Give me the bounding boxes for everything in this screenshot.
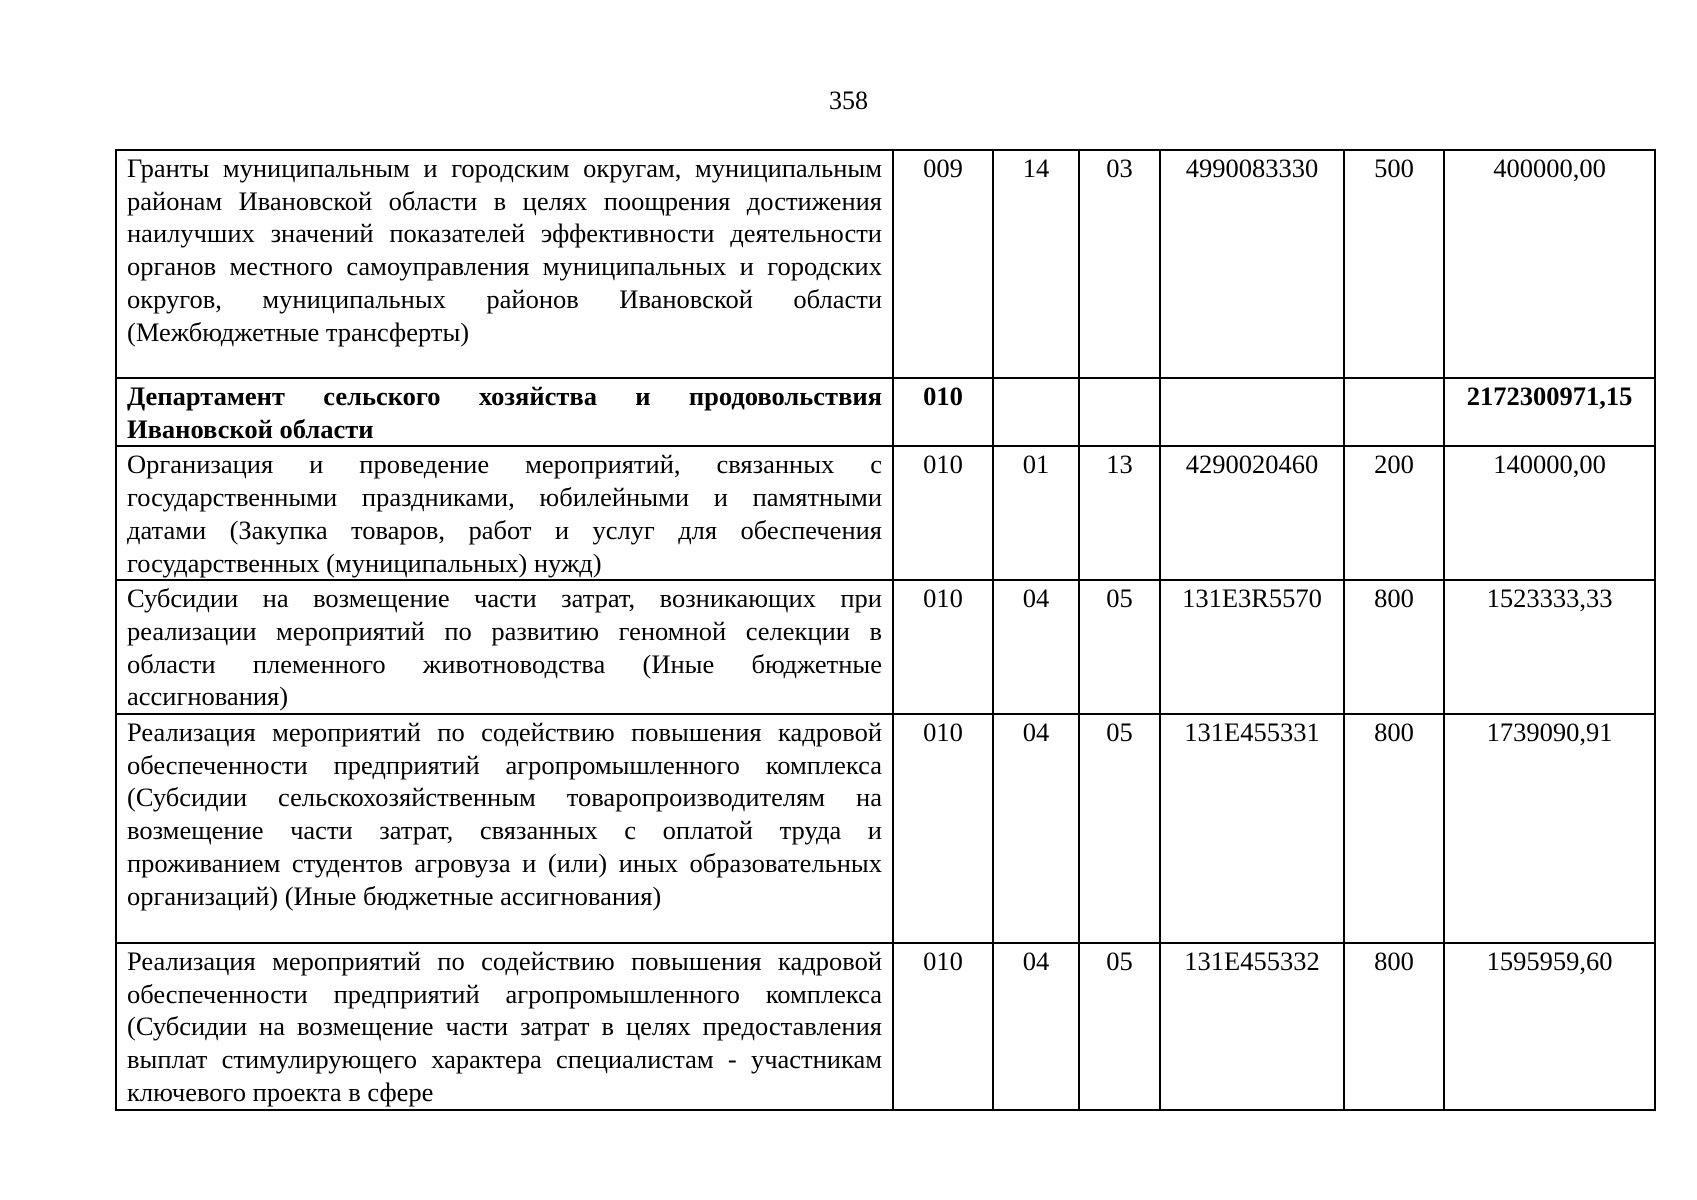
- subsection-code-cell: 05: [1079, 580, 1160, 714]
- ministry-code-cell: 010: [893, 378, 993, 446]
- amount-cell: 140000,00: [1444, 446, 1655, 580]
- subsection-code-cell: 05: [1079, 943, 1160, 1110]
- table-row: [116, 150, 1655, 378]
- target-article-cell: 4990083330: [1160, 150, 1344, 378]
- target-article-cell: 4290020460: [1160, 446, 1344, 580]
- table-row: [116, 943, 1655, 1110]
- table-row: [116, 446, 1655, 580]
- table-row-department: [116, 378, 1655, 446]
- description-cell: Департамент сельского хозяйства и продовольствия Ивановской области: [116, 378, 893, 446]
- amount-cell: 1739090,91: [1444, 714, 1655, 943]
- section-code-cell: 01: [993, 446, 1079, 580]
- expense-type-cell: 800: [1344, 580, 1444, 714]
- subsection-code-cell: 03: [1079, 150, 1160, 378]
- amount-cell: 400000,00: [1444, 150, 1655, 378]
- ministry-code-cell: 010: [893, 714, 993, 943]
- section-code-cell: 04: [993, 714, 1079, 943]
- subsection-code-cell: [1079, 378, 1160, 446]
- expense-type-cell: 800: [1344, 943, 1444, 1110]
- ministry-code-cell: 010: [893, 446, 993, 580]
- section-code-cell: 04: [993, 943, 1079, 1110]
- target-article-cell: 131E455331: [1160, 714, 1344, 943]
- section-code-cell: 14: [993, 150, 1079, 378]
- target-article-cell: 131E455332: [1160, 943, 1344, 1110]
- description-cell: Реализация мероприятий по содействию повышения кадровой обеспеченности предприятий агропромышленного комплекса (Субсидии на возмещение части затрат в целях предоставления выплат стимулирующего характера специалистам - участникам ключевого проекта в сфере: [116, 943, 893, 1110]
- subsection-code-cell: 13: [1079, 446, 1160, 580]
- ministry-code-cell: 010: [893, 580, 993, 714]
- table-row: [116, 714, 1655, 943]
- ministry-code-cell: 010: [893, 943, 993, 1110]
- description-cell: Гранты муниципальным и городским округам, муниципальным районам Ивановской области в целях поощрения достижения наилучших значений показателей эффективности деятельности органов местного самоуправления муниципальных и городских округов, муниципальных районов Ивановской области (Межбюджетные трансферты): [116, 150, 893, 378]
- section-code-cell: [993, 378, 1079, 446]
- amount-cell: 1595959,60: [1444, 943, 1655, 1110]
- table-body: [116, 150, 1655, 1110]
- section-code-cell: 04: [993, 580, 1079, 714]
- expense-type-cell: 800: [1344, 714, 1444, 943]
- expense-type-cell: 500: [1344, 150, 1444, 378]
- table-row: [116, 580, 1655, 714]
- page-number: 358: [829, 86, 868, 115]
- expense-type-cell: 200: [1344, 446, 1444, 580]
- subsection-code-cell: 05: [1079, 714, 1160, 943]
- ministry-code-cell: 009: [893, 150, 993, 378]
- expense-type-cell: [1344, 378, 1444, 446]
- description-cell: Реализация мероприятий по содействию повышения кадровой обеспеченности предприятий агропромышленного комплекса (Субсидии сельскохозяйственным товаропроизводителям на возмещение части затрат, связанных с оплатой труда и проживанием студентов агровуза и (или) иных образовательных организаций) (Иные бюджетные ассигнования): [116, 714, 893, 943]
- budget-table: [115, 149, 1656, 1111]
- target-article-cell: 131E3R5570: [1160, 580, 1344, 714]
- amount-cell: 2172300971,15: [1444, 378, 1655, 446]
- description-cell: Субсидии на возмещение части затрат, возникающих при реализации мероприятий по развитию геномной селекции в области племенного животноводства (Иные бюджетные ассигнования): [116, 580, 893, 714]
- target-article-cell: [1160, 378, 1344, 446]
- description-cell: Организация и проведение мероприятий, связанных с государственными праздниками, юбилейными и памятными датами (Закупка товаров, работ и услуг для обеспечения государственных (муниципальных) нужд): [116, 446, 893, 580]
- amount-cell: 1523333,33: [1444, 580, 1655, 714]
